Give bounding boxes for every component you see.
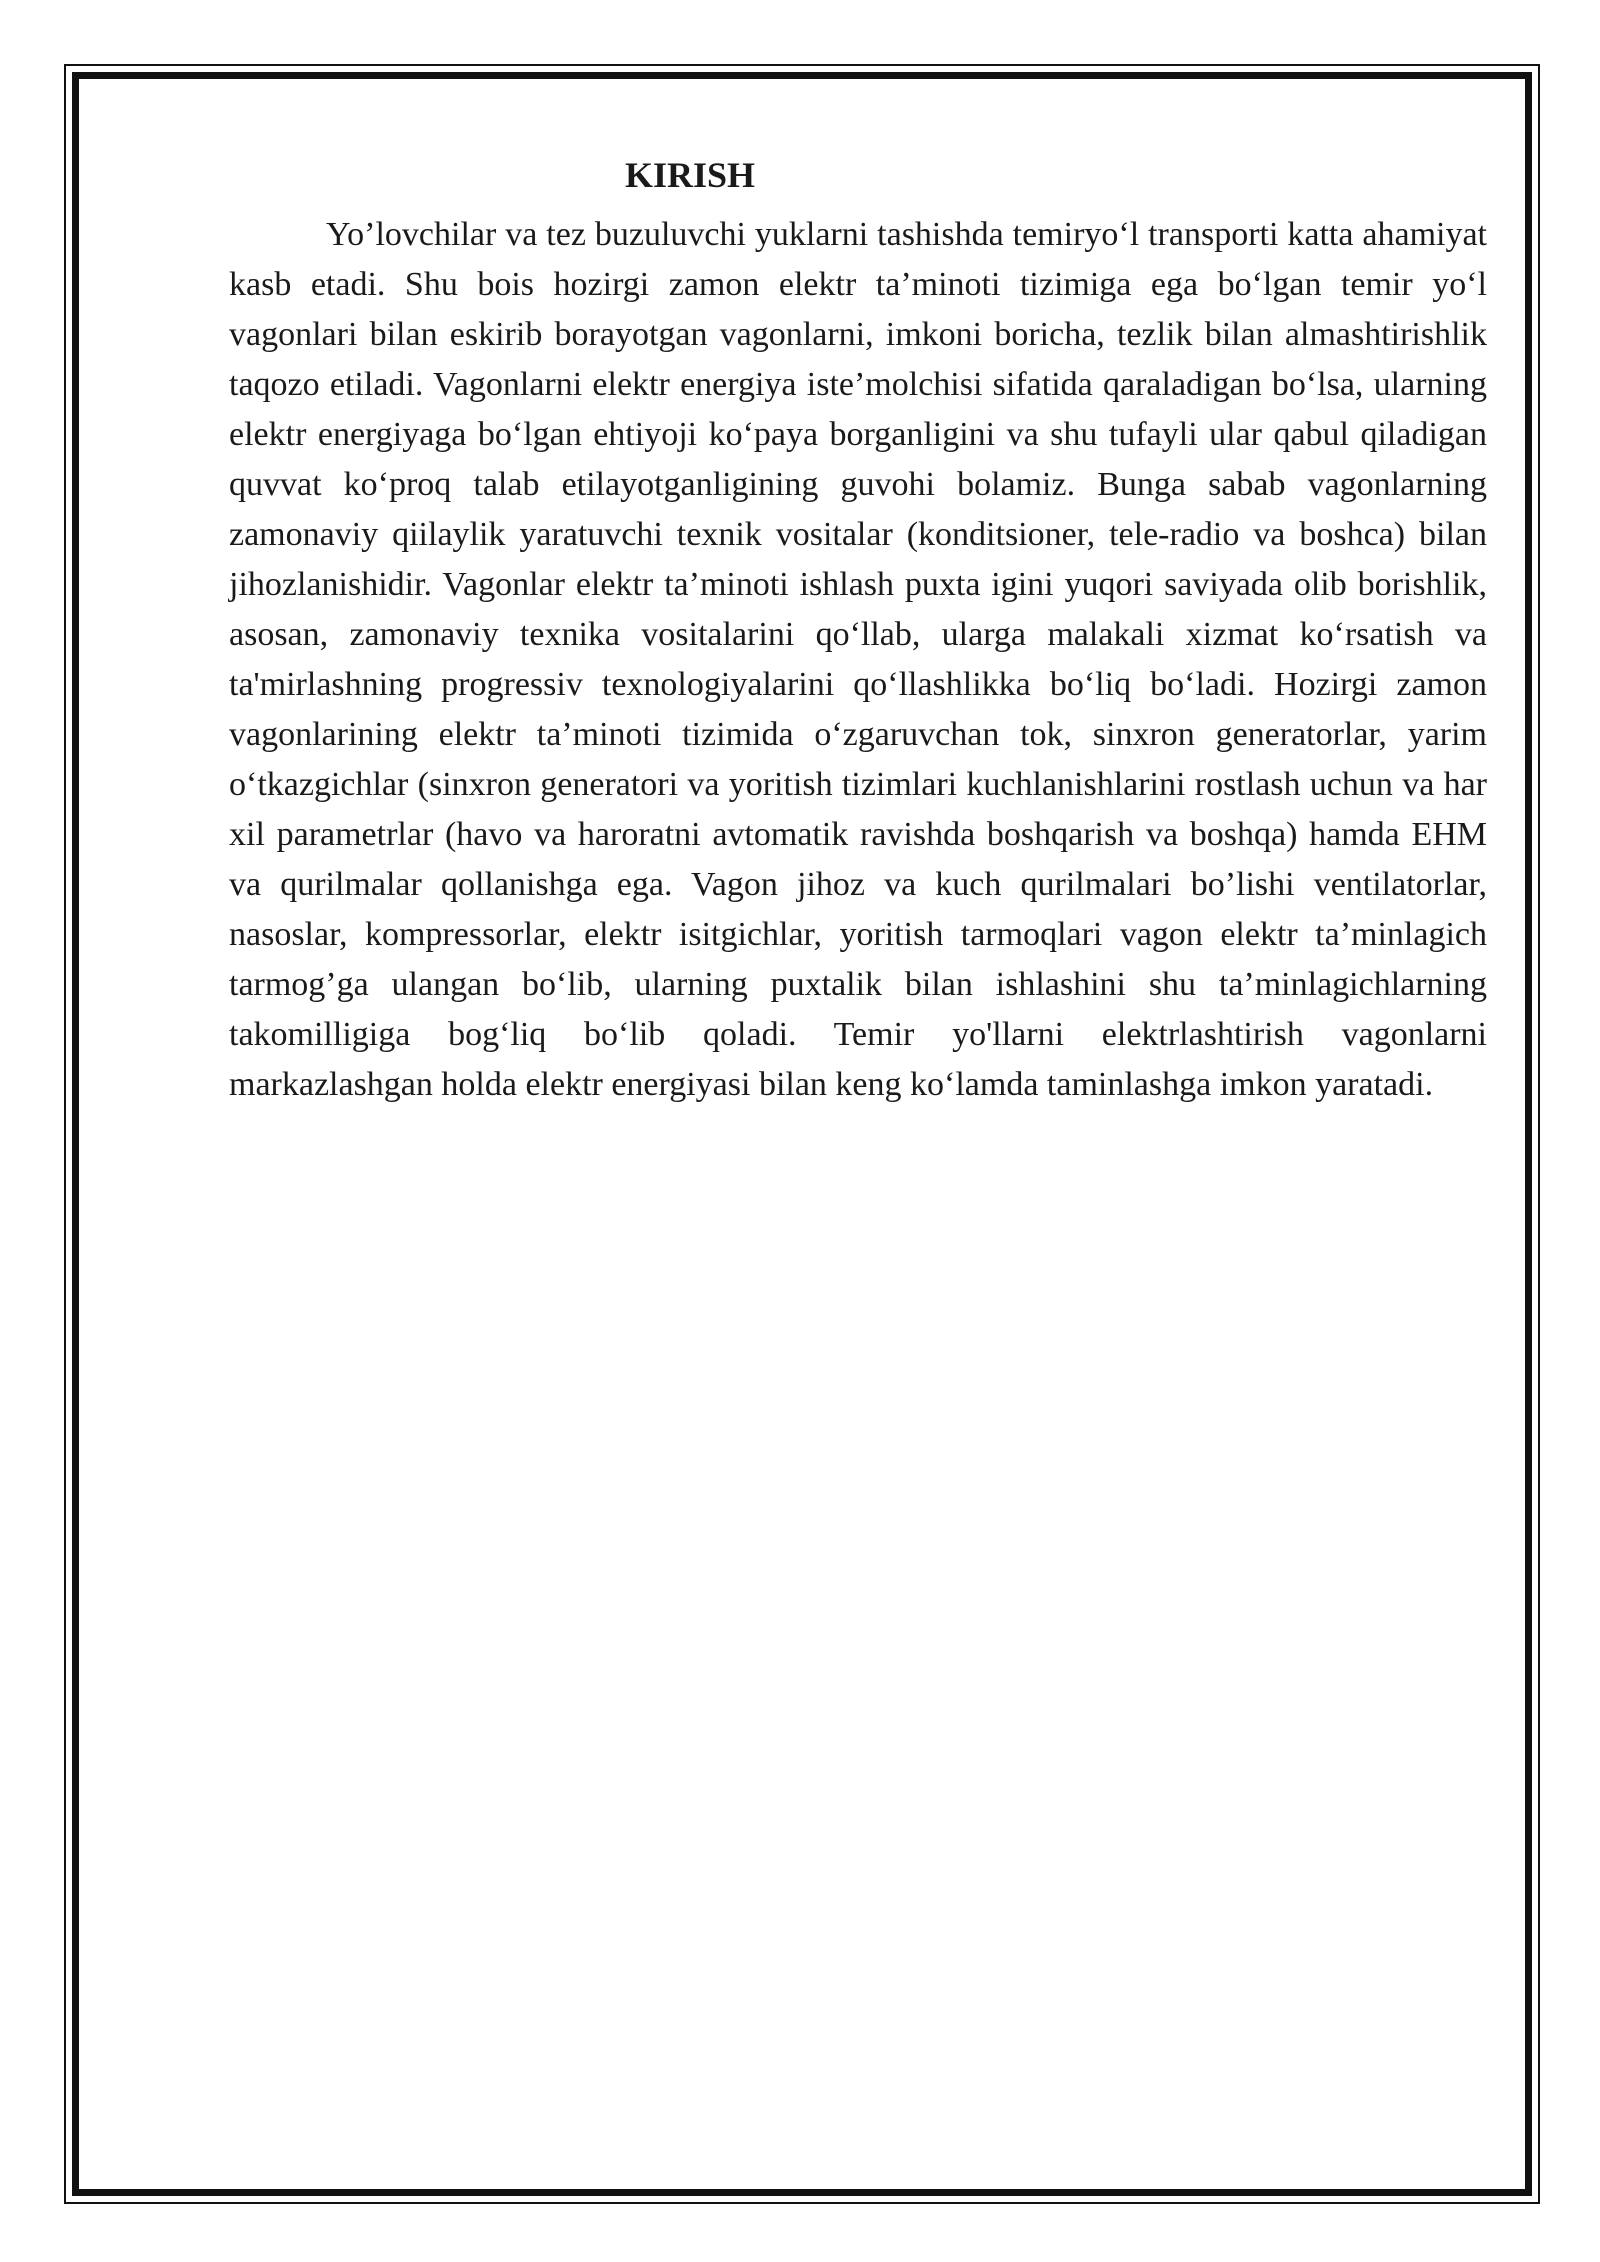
document-body — [229, 150, 1487, 1110]
body-paragraph: Yo’lovchilar va tez buzuluvchi yuklarni tashishda temiryo‘l transporti katta ahamiyat kasb etadi. Shu bois hozirgi zamon elektr ta’minoti tizimiga ega bo‘lgan temir yo‘l vagonlari bilan eskirib borayotgan vagonlarni, imkoni boricha, tezlik bilan almashtirishlik taqozo etiladi. Vagonlarni elektr energiya iste’molchisi sifatida qaraladigan bo‘lsa, ularning elektr energiyaga bo‘lgan ehtiyoji ko‘paya borganligini va shu tufayli ular qabul qiladigan quvvat ko‘proq talab etilayotganligining guvohi bolamiz. Bunga sabab vagonlarning zamonaviy qiilaylik yaratuvchi texnik vositalar (konditsioner, tele-radio va boshca) bilan jihozlanishidir. Vagonlar elektr ta’minoti ishlash puxta igini yuqori saviyada olib borishlik, asosan, zamonaviy texnika vositalarini qo‘llab, ularga malakali xizmat ko‘rsatish va ta'mirlashning progressiv texnologiyalarini qo‘llashlikka bo‘liq bo‘ladi. Hozirgi zamon vagonlarining elektr ta’minoti tizimida o‘zgaruvchan tok, sinxron generatorlar, yarim o‘tkazgichlar (sinxron generatori va yoritish tizimlari kuchlanishlarini rostlash uchun va har xil parametrlar (havo va haroratni avtomatik ravishda boshqarish va boshqa) hamda EHM va qurilmalar qollanishga ega. Vagon jihoz va kuch qurilmalari bo’lishi ventilatorlar, nasoslar, kompressorlar, elektr isitgichlar, yoritish tarmoqlari vagon elektr ta’minlagich tarmog’ga ulangan bo‘lib, ularning puxtalik bilan ishlashini shu ta’minlagichlarning takomilligiga bog‘liq bo‘lib qoladi. Temir yo'llarni elektrlashtirish vagonlarni markazlashgan holda elektr energiyasi bilan keng ko‘lamda taminlashga imkon yaratadi. — [229, 216, 1487, 1103]
section-heading: KIRISH — [625, 155, 756, 195]
